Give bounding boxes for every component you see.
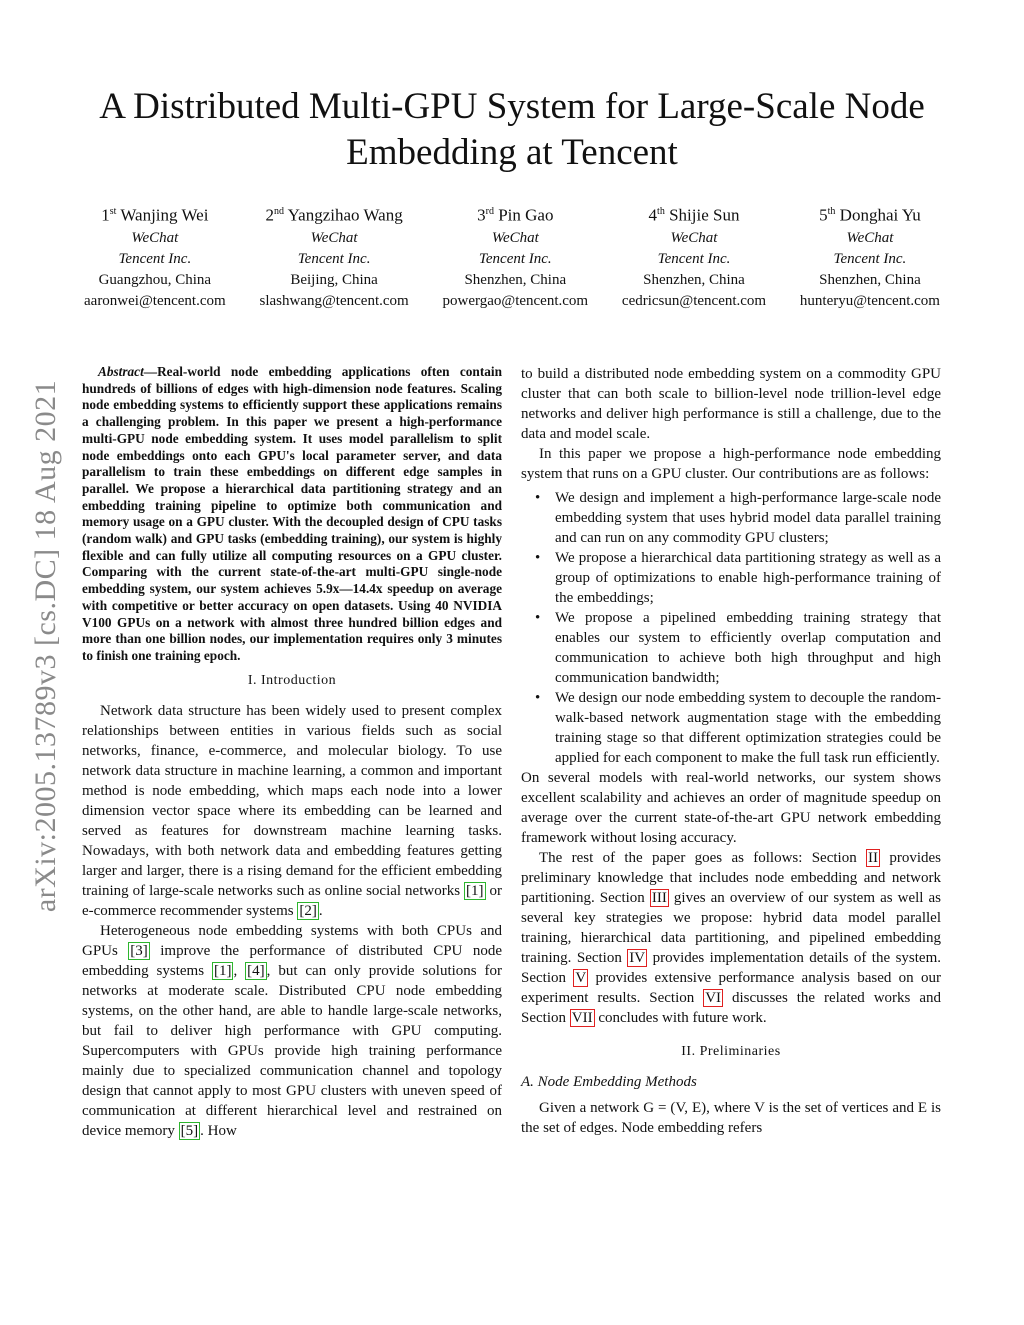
section-heading-introduction: I. Introduction [247,672,337,688]
section-link[interactable]: V [575,970,587,986]
author-email: powergao@tencent.com [442,292,589,309]
left-column [82,364,502,1141]
subsection-heading: A. Node Embedding Methods [521,1074,697,1090]
abstract [82,364,502,665]
author-block [443,200,589,312]
paper-title: A Distributed Multi-GPU System for Large-Scale Node Embedding at Tencent [99,86,925,173]
list-item: • We propose a pipelined embedding training strategy that enables our system to efficiently overlap computation and communication to achieve both high throughput and high communication bandwidth; [521,608,941,688]
section-heading-preliminaries: II. Preliminaries [681,1044,781,1059]
author-department: WeChat [846,229,894,246]
author-name-line: 2nd Yangzihao Wang [265,205,403,225]
author-location: Guangzhou, China [98,271,212,288]
author-email: slashwang@tencent.com [259,292,409,309]
right-column [521,364,941,1138]
section-link[interactable]: IV [629,950,646,966]
intro-paragraph: Heterogeneous node embedding systems with both CPUs and GPUs [3] improve the performance of distributed CPU node embedding systems [1] , [4] , but can only provide solutions for networks at moderate scale. Distributed CPU node embedding systems, on the other hand, are able to handle large-scale networks, but fail to deliver high performance with GPU computing. Supercomputers with GPUs provide high training performance mainly due to specialized communication channel and topology design that cannot apply to most GPU clusters with uneven speed of communication at different hierarchical level and restrained on device memory [5] . How [82,922,503,1139]
citation-link[interactable]: [5] [180,1122,199,1139]
intro-paragraph: In this paper we propose a high-performance node embedding system that runs on a GPU cluster. Our contributions are as follows: [521,446,941,482]
author-name: Pin Gao [498,205,554,225]
author-location: Shenzhen, China [643,271,745,288]
author-block [260,200,409,312]
author-department: WeChat [131,229,179,246]
author-organization: Tencent Inc. [833,250,907,267]
section-link[interactable]: II [868,850,879,866]
citation-link[interactable]: [2] [299,902,317,919]
author-location: Beijing, China [290,271,378,288]
abstract-text: —Real-world node embedding applications often contain hundreds of billions of edges with high-dimension node features. Scaling node embedding systems to efficiently support these applications remains a challenging problem. In this paper we present a high-performance multi-GPU node embedding system. It uses model parallelism to split node embeddings onto each GPU's local parameter server, and data parallelism to train these embeddings on different edge samples in parallel. We propose a hierarchical data partitioning strategy and an embedding training pipeline to optimize both communication and memory usage on a GPU cluster. With the decoupled design of CPU tasks (random walk) and GPU tasks (embedding training), our system is highly flexible and can fully utilize all computing resources on a GPU cluster. Comparing with the current state-of-the-art multi-GPU single-node embedding system, our system achieves 5.9x—14.4x speedup on average with competitive or better accuracy on open datasets. Using 40 NVIDIA V100 GPUs on a network with almost three hundred billion edges and more than one billion nodes, our implementation requires only 3 minutes to finish one training epoch. [82,364,502,663]
author-organization: Tencent Inc. [297,250,371,267]
author-block [800,200,940,312]
author-department: WeChat [491,229,539,246]
arxiv-identifier: arXiv:2005.13789v3 [cs.DC] 18 Aug 2021 [29,379,63,913]
author-name: Wanjing Wei [120,205,209,225]
intro-paragraph: On several models with real-world networks, our system shows excellent scalability and achieves an order of magnitude speedup on average over the current state-of-the-art GPU network embedding framework without losing accuracy. [521,770,941,846]
citation-link[interactable]: [1] [466,882,484,899]
author-name: Shijie Sun [669,205,740,225]
list-item: • We design and implement a high-performance large-scale node embedding system that uses hybrid model data parallel training and can run on any commodity GPU clusters; [521,488,941,548]
author-name-line: 4th Shijie Sun [648,205,740,225]
author-name-line: 1st Wanjing Wei [101,205,209,225]
section-link[interactable]: VI [705,990,722,1006]
author-list [84,200,940,312]
citation-link[interactable]: [4] [247,962,265,979]
contribution-list [521,488,941,768]
intro-paragraph: to build a distributed node embedding system on a commodity GPU cluster that can both scale to billion-level node trillion-level edge networks and deliver high performance is still a challenge, due to the data and model scale. [521,366,941,442]
author-name-line: 5th Donghai Yu [819,205,921,225]
list-item: • We propose a hierarchical data partitioning strategy as well as a group of optimizations to enable high-performance training of the embeddings; [521,548,941,608]
author-block [84,200,226,312]
section-link[interactable]: VII [571,1010,593,1026]
author-location: Shenzhen, China [819,271,921,288]
author-organization: Tencent Inc. [657,250,731,267]
section-link[interactable]: III [651,890,667,906]
author-location: Shenzhen, China [464,271,567,288]
citation-link[interactable]: [3] [130,942,148,959]
author-name: Donghai Yu [839,205,921,225]
author-department: WeChat [670,229,718,246]
list-item: • We design our node embedding system to decouple the random-walk-based network augmentation stage with the embedding training stage so that different optimization strategies could be applied for each component to make the full task run efficiently. [521,688,941,768]
author-name-line: 3rd Pin Gao [477,205,554,225]
author-organization: Tencent Inc. [478,250,552,267]
author-email: aaronwei@tencent.com [84,292,226,309]
citation-link[interactable]: [1] [213,962,232,979]
prelim-paragraph: Given a network G = (V, E), where V is the set of vertices and E is the set of edges. Node embedding refers [521,1100,941,1136]
abstract-label: Abstract [97,364,144,379]
author-name: Yangzihao Wang [287,205,403,225]
author-email: hunteryu@tencent.com [799,292,940,309]
author-email: cedricsun@tencent.com [621,292,767,309]
author-department: WeChat [310,229,358,246]
intro-paragraph: Network data structure has been widely used to present complex relationships between entities in various fields such as social networks, finance, e-commerce, and molecular biology. To use network data structure in machine learning, a common and important method is node embedding, which maps each node into a lower dimension vector space where its embedding can be learned and served as features for downstream machine learning tasks. Nowadays, with both network data and embedding features getting larger and larger, there is a rising demand for the efficient embedding training of large-scale networks such as online social networks [1] or e-commerce recommender systems [2] . [82,702,502,919]
intro-paragraph: The rest of the paper goes as follows: Section II provides preliminary knowledge that includes node embedding and network partitioning. Section III gives an overview of our system as well as several key strategies we propose: hybrid data model parallel training, hierarchical data partitioning, and pipelined embedding training. Section IV provides implementation details of the system. Section V provides extensive performance analysis based on our experiment results. Section VI discusses the related works and Section VII concludes with future work. [521,850,942,1026]
author-block [622,200,766,312]
author-organization: Tencent Inc. [118,250,192,267]
